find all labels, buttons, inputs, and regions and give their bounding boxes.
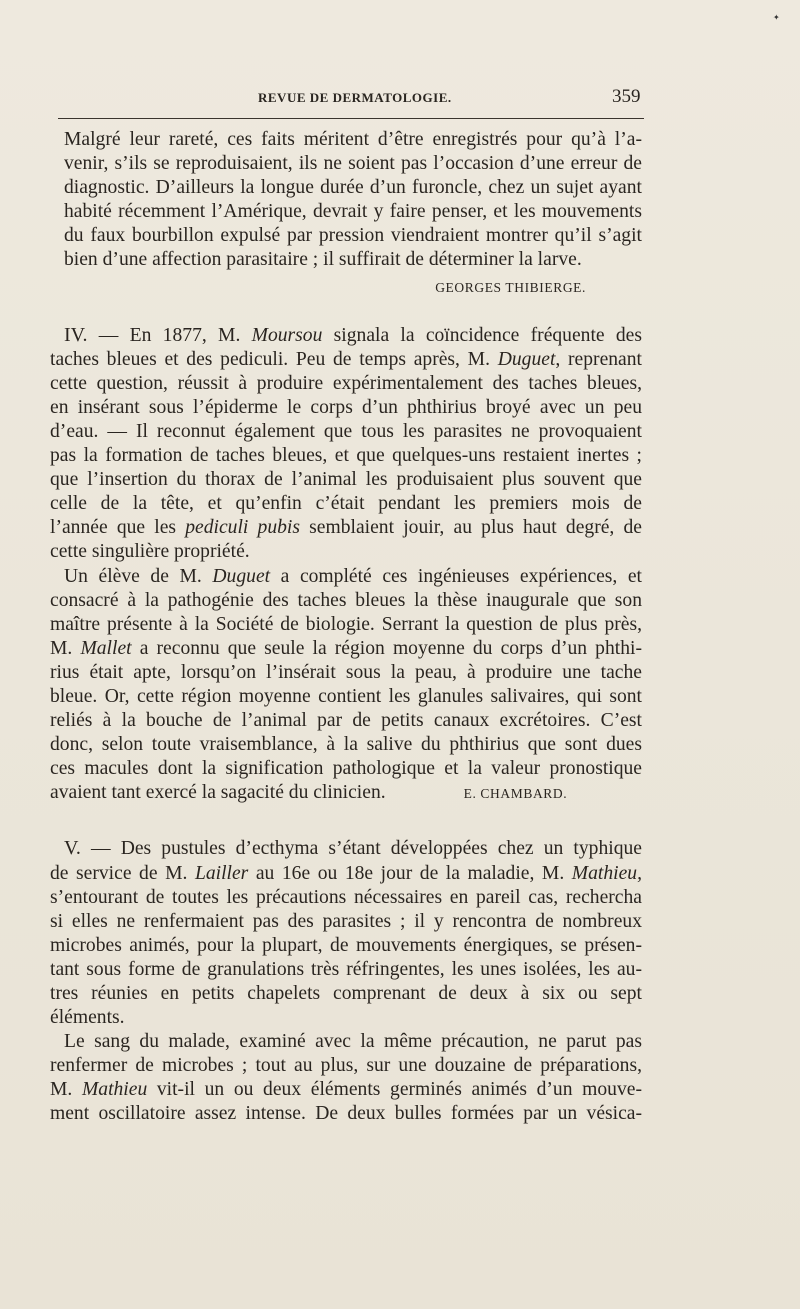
text-line [50, 323, 642, 348]
author-name: Duguet [212, 565, 271, 587]
text-line: cette question, réussit à produire expérimentalement des taches bleues, [50, 372, 642, 394]
page-number: 359 [612, 86, 641, 107]
author-name: Mallet [80, 637, 132, 659]
text-line: diagnostic. D’ailleurs la longue durée d’un furoncle, chez un sujet ayant [64, 177, 642, 199]
text-line: tant sous forme de granulations très réfringentes, les unes isolées, les au- [50, 958, 642, 980]
text-line: pas la formation de taches bleues, et que quelques-uns restaient inertes ; [50, 445, 642, 467]
section-gap [50, 806, 642, 836]
text-line: Malgré leur rareté, ces faits méritent d’être enregistrés pour qu’à l’a- [64, 129, 642, 150]
text-line: s’entourant de toutes les précautions nécessaires en pareil cas, rechercha [50, 886, 642, 908]
text-line: Le sang du malade, examiné avec la même précaution, ne parut pas [64, 1031, 642, 1053]
text-line: consacré à la pathogénie des taches bleues la thèse inaugurale que son [50, 589, 642, 611]
text-fragment: — Des pustules d’ecthyma s’étant développées chez un typhique [80, 838, 642, 860]
author-name: Mathieu [81, 1079, 148, 1101]
paragraph-iv-continued [50, 565, 642, 807]
author-name: Lailler [194, 862, 249, 884]
text-line: du faux bourbillon expulsé par pression viendraient montrer qu’il s’agit [64, 225, 642, 247]
text-fragment: semblaient jouir, au plus haut degré, de [299, 517, 642, 539]
text-line [50, 348, 642, 372]
text-line: venir, s’ils se reproduisaient, ils ne soient pas l’occasion d’une erreur de [64, 153, 642, 175]
species-name: pediculi pubis [185, 517, 300, 539]
text-fragment: signala la coïncidence fréquente des [322, 324, 642, 346]
text-line: habité récemment l’Amérique, devrait y faire penser, et les mouvements [64, 201, 642, 223]
signature-thibierge: GEORGES THIBIERGE. [435, 279, 586, 295]
text-line: si elles ne renfermaient pas des parasites ; il y rencontra de nombreux [50, 910, 642, 932]
text-fragment: a reconnu que seule la région moyenne du corps d’un phthi- [131, 637, 642, 659]
text-line: que l’insertion du thorax de l’animal les produisaient plus souvent que [50, 469, 642, 491]
text-line [50, 836, 642, 861]
text-fragment: avaient tant exercé la sagacité du clinicien. [50, 782, 386, 804]
text-line [50, 637, 642, 661]
running-head: REVUE DE DERMATOLOGIE. [258, 90, 452, 105]
text-line: éléments. [50, 1007, 125, 1029]
text-line [50, 516, 642, 540]
text-fragment: de service de M. [50, 862, 195, 884]
text-fragment: a complété ces ingénieuses expériences, et [270, 565, 643, 587]
text-line: microbes animés, pour la plupart, de mouvements énergiques, se présen- [50, 934, 642, 956]
text-fragment: M. [50, 1079, 82, 1101]
text-line: maître présente à la Société de biologie. Serrant la question de plus près, [50, 613, 642, 635]
text-line [50, 781, 642, 806]
text-fragment: au 16e ou 18e jour de la maladie, M. [248, 862, 572, 884]
text-line: celle de la tête, et qu’enfin c’était pendant les premiers mois de [50, 493, 642, 515]
text-fragment: M. [50, 637, 81, 659]
text-line: reliés à la bouche de l’animal par de petits canaux excrétoires. C’est [50, 710, 642, 732]
paragraph-iv [50, 323, 642, 565]
text-line: ment oscillatoire assez intense. De deux bulles formées par un vésica- [50, 1103, 642, 1125]
text-line: donc, selon toute vraisemblance, à la salive du phthirius que sont dues [50, 734, 642, 756]
paragraph-v [50, 836, 642, 1030]
text-line: bien d’une affection parasitaire ; il suffirait de déterminer la larve. [64, 249, 582, 271]
text-fragment: Un élève de M. [64, 565, 213, 587]
author-name: Mathieu, [571, 862, 642, 884]
header-rule [58, 118, 644, 119]
paragraph-v-continued [50, 1030, 642, 1126]
text-line: bleue. Or, cette région moyenne contient les glanules salivaires, qui sont [50, 685, 642, 707]
section-numeral: V. [64, 837, 81, 860]
text-line [50, 565, 642, 589]
author-name: Moursou [251, 324, 323, 346]
text-fragment: l’année que les [50, 517, 186, 539]
text-line: rius était apte, lorsqu’on l’insérait sous la peau, à produire une tache [50, 661, 642, 683]
text-line: ces macules dont la signification pathologique et la valeur pronostique [50, 758, 642, 780]
text-fragment: taches bleues et des pediculi. Peu de temps après, M. [50, 348, 498, 370]
text-line: d’eau. — Il reconnut également que tous les parasites ne provoquaient [50, 420, 642, 442]
section-gap [50, 303, 642, 323]
author-name: Duguet [497, 348, 556, 370]
text-line: renfermer de microbes ; tout au plus, sur une douzaine de préparations, [50, 1055, 642, 1077]
text-line [50, 862, 642, 886]
text-line [50, 1078, 642, 1102]
signature-chambard: E. CHAMBARD. [463, 786, 568, 802]
paragraph-1 [50, 128, 642, 303]
text-line: en insérant sous l’épiderme le corps d’un phthirius broyé avec un peu [50, 396, 642, 418]
text-fragment: vit-il un ou deux éléments germinés animés d’un mouve- [147, 1079, 642, 1101]
text-line: tres réunies en petits chapelets comprenant de deux à six ou sept [50, 983, 642, 1004]
page-header [0, 86, 800, 116]
body-text [50, 128, 642, 1127]
text-fragment: — En 1877, M. [98, 324, 252, 346]
section-numeral: IV. [64, 323, 88, 346]
text-line: cette singulière propriété. [50, 541, 250, 563]
text-fragment: , reprenant [555, 348, 642, 370]
page-mark-icon: ✦ [773, 13, 780, 22]
